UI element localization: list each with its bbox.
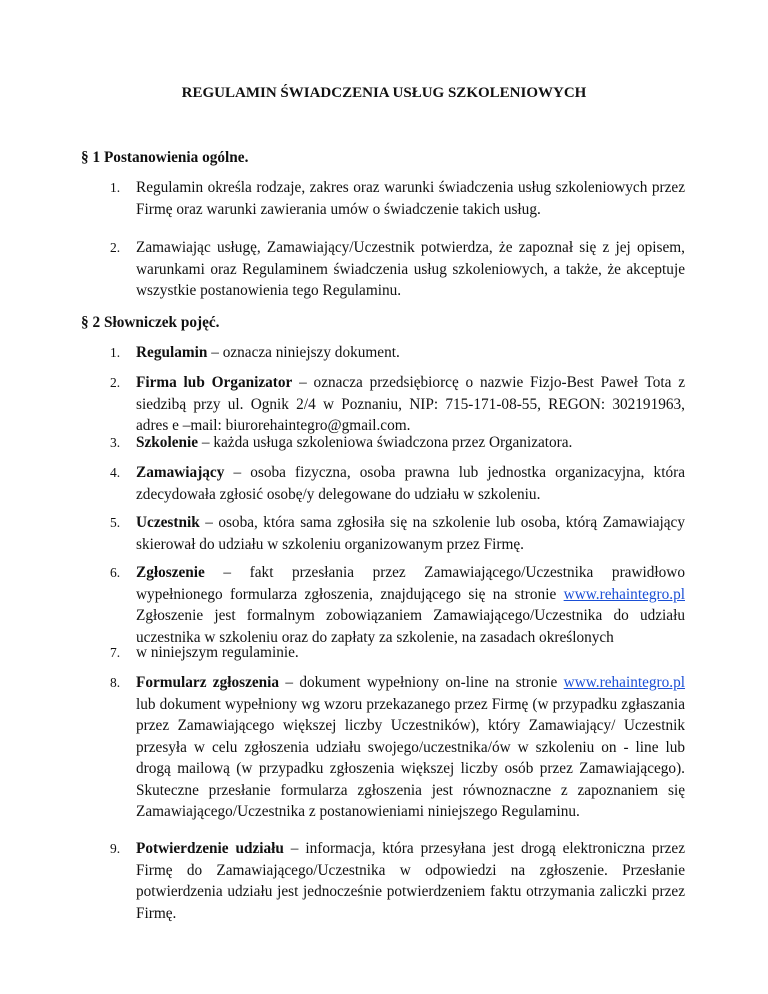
item-number: 7. — [110, 645, 121, 660]
item-text — [136, 432, 685, 454]
item-text — [136, 672, 685, 823]
term: Formularz zgłoszenia — [136, 674, 280, 691]
term: Szkolenie — [136, 434, 199, 451]
definition-continued: lub dokument wypełniony wg wzoru przekazanego przez Firmę (w przypadku zgłaszania przez Zamawiającego większej liczby Uczestników), który Zamawiający/ Uczestnik przesyła w celu zgłoszenia udziału swojego/uczestnika/ów w szkoleniu on - line lub drogą mailową (w przypadku zgłoszenia większej liczby osób przez Zamawiającego). Skuteczne przesłanie formularza zgłoszenia jest równoznaczne z zapoznaniem się Zamawiającego/Uczestnika z postanowieniami niniejszego Regulaminu. — [136, 695, 685, 820]
definition: – informacja, która przesyłana jest drogą elektroniczna przez Firmę do Zamawiającego/Uczestnika w odpowiedzi na zgłoszenie. Przesłanie potwierdzenia udziału jest jednocześnie potwierdzeniem faktu otrzymania zaliczki przez Firmę. — [136, 840, 686, 922]
item-number: 1. — [110, 345, 121, 360]
item-number: 9. — [110, 841, 121, 856]
website-link[interactable]: www.rehaintegro.pl — [563, 585, 685, 603]
item-text — [136, 562, 685, 648]
item-number: 2. — [110, 375, 121, 390]
document-title: REGULAMIN ŚWIADCZENIA USŁUG SZKOLENIOWYCH — [181, 85, 587, 101]
item-number: 3. — [110, 435, 121, 450]
item-number: 6. — [110, 565, 121, 580]
definition: – osoba, która sama zgłosiła się na szkolenie lub osoba, którą Zamawiający skierował do udziału w szkoleniu organizowanym przez Firmę. — [136, 514, 685, 553]
item-number: 2. — [110, 240, 121, 255]
definition: – fakt przesłania przez Zamawiającego/Uczestnika prawidłowo wypełnionego formularza zgłoszenia, znajdującego się na stronie — [136, 564, 685, 603]
term: Zgłoszenie — [136, 564, 205, 581]
item-number: 5. — [110, 515, 121, 530]
item-text: Regulamin określa rodzaje, zakres oraz warunki świadczenia usług szkoleniowych przez Firmę oraz warunki zawierania umów o świadczenie takich usług. — [136, 179, 685, 218]
item-text — [136, 372, 685, 437]
item-text — [136, 512, 685, 555]
item-text — [136, 462, 685, 505]
term: Potwierdzenie udziału — [136, 840, 284, 857]
item-text: w niniejszym regulaminie. — [136, 644, 299, 661]
item-number: 8. — [110, 675, 121, 690]
term: Regulamin — [136, 344, 208, 361]
term: Uczestnik — [136, 514, 200, 531]
section-1-heading: § 1 Postanowienia ogólne. — [81, 149, 249, 166]
term: Firma lub Organizator — [136, 374, 293, 391]
definition: – każda usługa szkoleniowa świadczona przez Organizatora. — [198, 434, 573, 451]
definition: – oznacza przedsiębiorcę o nazwie Fizjo-Best Paweł Tota z siedzibą przy ul. Ognik 2/4 w Poznaniu, NIP: 715-171-08-55, REGON: 302191963, adres e –mail: biurorehaintegro@gmail.com. — [136, 374, 685, 434]
item-text — [136, 838, 685, 924]
definition: – oznacza niniejszy dokument. — [207, 344, 400, 361]
term: Zamawiający — [136, 464, 225, 481]
definition: – osoba fizyczna, osoba prawna lub jednostka organizacyjna, która zdecydowała zgłosić osobę/y delegowane do udziału w szkoleniu. — [136, 464, 685, 503]
item-text: Zamawiając usługę, Zamawiający/Uczestnik potwierdza, że zapoznał się z jej opisem, warunkami oraz Regulaminem świadczenia usług szkoleniowych, a także, że akceptuje wszystkie postanowienia tego Regulaminu. — [136, 239, 685, 299]
definition-continued: Zgłoszenie jest formalnym zobowiązaniem Zamawiającego/Uczestnika do udziału uczestnika w szkoleniu oraz do zapłaty za szkolenie, na zasadach określonych — [136, 607, 685, 646]
website-link[interactable]: www.rehaintegro.pl — [563, 674, 686, 691]
definition: – dokument wypełniony on-line na stronie — [279, 674, 564, 691]
item-number: 1. — [110, 180, 121, 195]
item-text — [136, 342, 685, 364]
item-number: 4. — [110, 465, 121, 480]
section-2-heading: § 2 Słowniczek pojęć. — [81, 314, 220, 331]
